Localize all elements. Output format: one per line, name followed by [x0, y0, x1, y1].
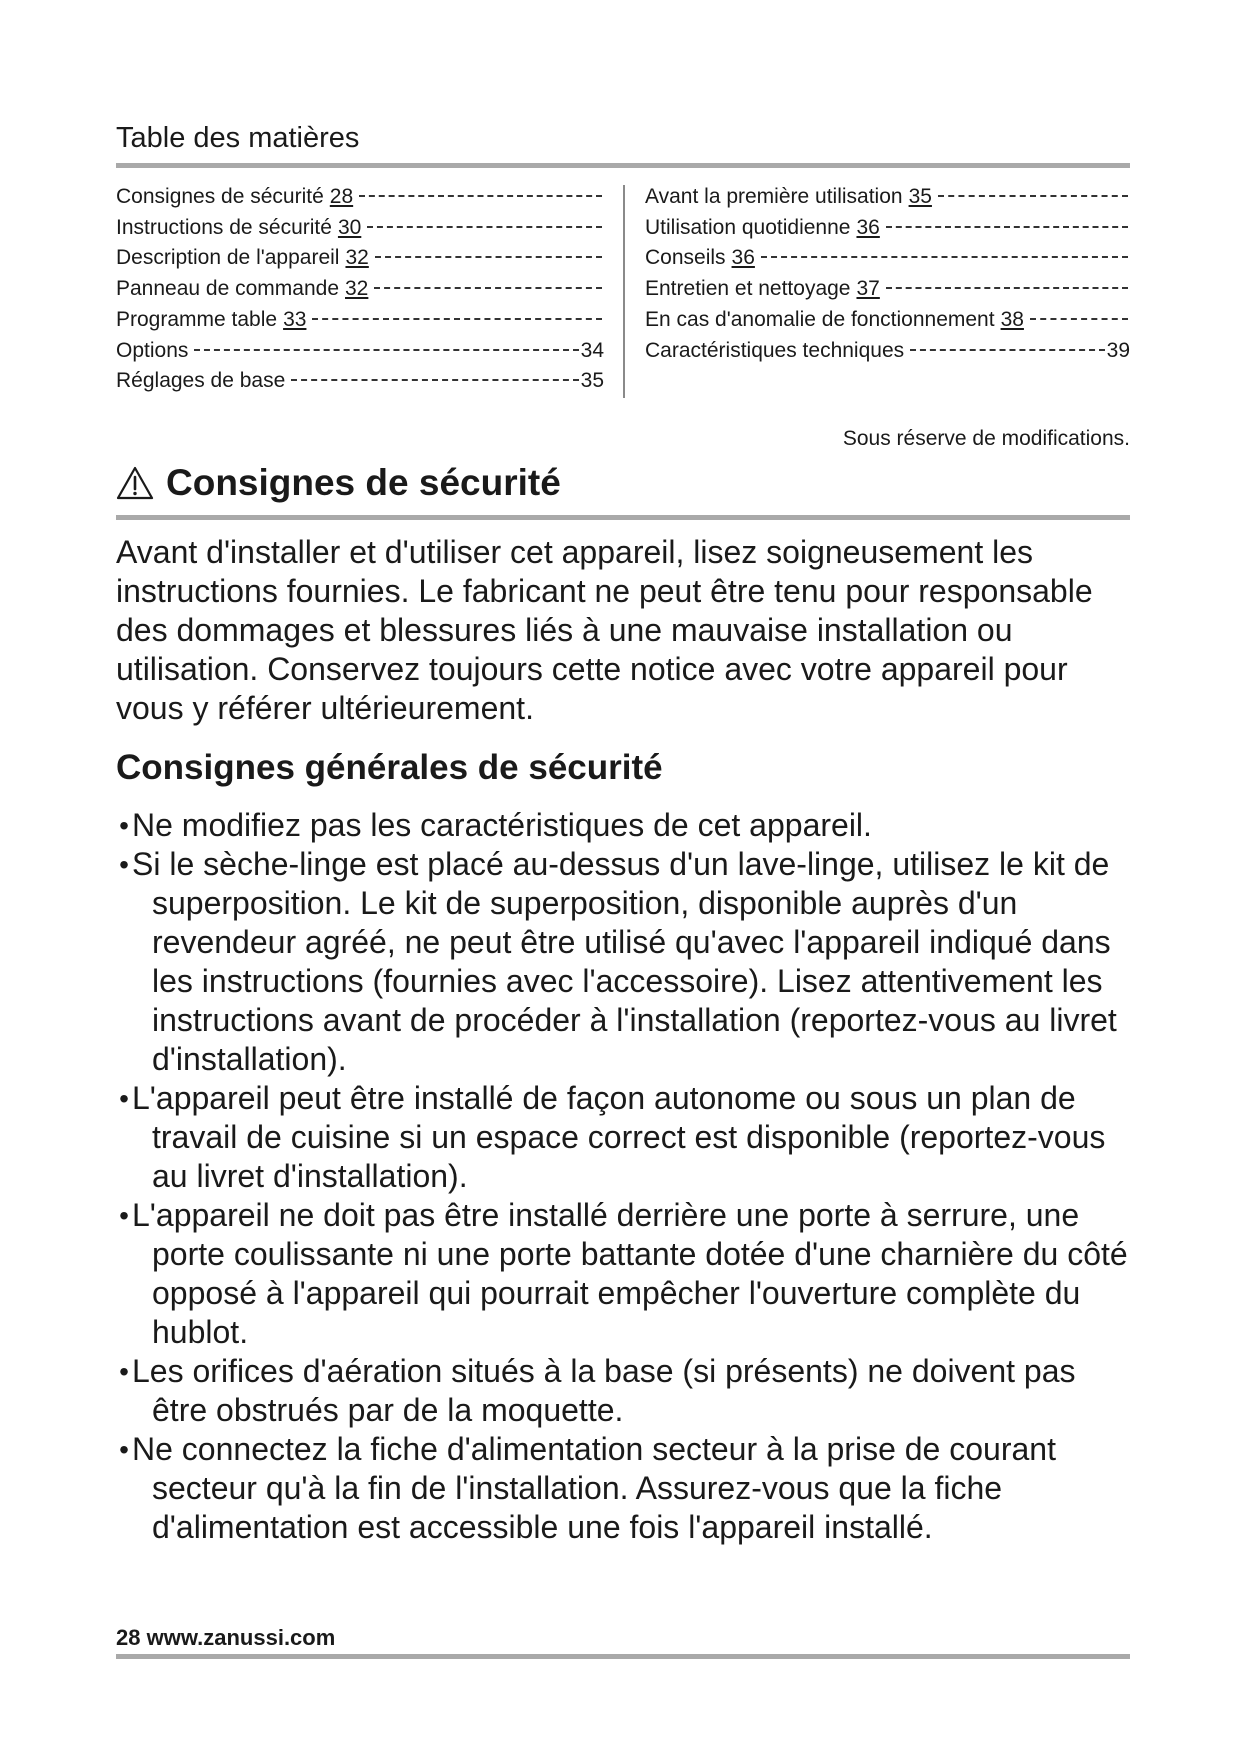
bullet-marker: •: [119, 810, 129, 841]
toc-entry-label: Réglages de base: [116, 369, 286, 393]
bullet-marker: •: [119, 1200, 129, 1231]
toc-leader: [359, 195, 602, 197]
bullet-text: Ne connectez la fiche d'alimentation secteur à la prise de courant secteur qu'à la fin de l'installation. Assurez-vous que la fiche d'alimentation est accessible une fois l'appareil installé.: [132, 1431, 1056, 1545]
toc-entry-label: Utilisation quotidienne: [645, 215, 851, 239]
toc-entry-label: Options: [116, 338, 189, 362]
toc-leader: [938, 195, 1128, 197]
toc-entry-page: 35: [580, 369, 604, 393]
toc-entry: [645, 213, 1130, 244]
toc-column-divider: [623, 185, 625, 398]
footer-website: www.zanussi.com: [146, 1625, 336, 1650]
bullet-text: L'appareil peut être installé de façon autonome ou sous un plan de travail de cuisine si un espace correct est disponible (reportez-vous au livret d'installation).: [132, 1080, 1106, 1194]
safety-bullet-list: [116, 806, 1136, 1547]
toc-entry-page: 36: [731, 246, 755, 270]
toc-entry: [116, 336, 604, 367]
toc-entry-page: 32: [345, 246, 369, 270]
toc-entry: [116, 182, 604, 213]
bullet-text: Ne modifiez pas les caractéristiques de cet appareil.: [132, 807, 872, 843]
toc-entry-label: En cas d'anomalie de fonctionnement: [645, 307, 995, 331]
toc-leader: [312, 318, 602, 320]
toc-entry-page: 39: [1106, 338, 1130, 362]
bullet-text: Les orifices d'aération situés à la base (si présents) ne doivent pas être obstrués par de la moquette.: [132, 1353, 1076, 1428]
toc-leader: [910, 349, 1105, 351]
footer-rule: [116, 1654, 1130, 1659]
list-item: [116, 1430, 1136, 1547]
toc-entry-label: Panneau de commande: [116, 277, 339, 301]
reserve-note: Sous réserve de modifications.: [842, 427, 1130, 450]
subsection-title: Consignes générales de sécurité: [116, 748, 663, 787]
toc-entry: [116, 274, 604, 305]
toc-entry-page: 36: [856, 215, 880, 239]
bullet-text: L'appareil ne doit pas être installé derrière une porte à serrure, une porte coulissante ni une porte battante dotée d'une charnière du côté opposé à l'appareil qui pourrait empêcher l'ouverture complète du hublot.: [132, 1197, 1128, 1350]
toc-entry-label: Description de l'appareil: [116, 246, 340, 270]
bullet-marker: •: [119, 1083, 129, 1114]
toc-entry: [645, 274, 1130, 305]
toc-leader: [1030, 318, 1128, 320]
warning-triangle-icon: [116, 465, 154, 501]
toc-entry-label: Caractéristiques techniques: [645, 338, 905, 362]
toc-left-column: [116, 182, 604, 397]
toc-leader: [291, 379, 578, 381]
toc-leader: [886, 287, 1128, 289]
section-title: Consignes de sécurité: [166, 462, 561, 503]
bullet-text: Si le sèche-linge est placé au-dessus d'un lave-linge, utilisez le kit de superposition. Le kit de superposition, disponible auprès d'un revendeur agréé, ne peut être utilisé qu'avec l'appareil indiqué dans les instructions (fournies avec l'accessoire). Lisez attentivement les instructions avant de procéder à l'installation (reportez-vous au livret d'installation).: [132, 846, 1117, 1077]
toc-title: Table des matières: [116, 122, 360, 154]
section-heading: [116, 462, 561, 504]
toc-entry-page: 33: [283, 307, 307, 331]
toc-entry-label: Instructions de sécurité: [116, 215, 332, 239]
list-item: [116, 1352, 1136, 1430]
toc-entry-label: Programme table: [116, 307, 278, 331]
toc-title-rule: [116, 163, 1130, 168]
footer-page-number: 28: [116, 1625, 141, 1650]
toc-leader: [374, 287, 602, 289]
toc-entry: [116, 366, 604, 397]
toc-entry: [645, 336, 1130, 367]
toc-leader: [886, 226, 1128, 228]
toc-entry-page: 30: [337, 215, 362, 239]
toc-leader: [367, 226, 602, 228]
toc-entry: [645, 243, 1130, 274]
bullet-marker: •: [119, 849, 129, 880]
toc-entry: [645, 305, 1130, 336]
section-rule: [116, 515, 1130, 520]
list-item: [116, 1196, 1136, 1352]
page-footer: [116, 1625, 335, 1651]
toc-leader: [375, 256, 602, 258]
toc-entry-label: Entretien et nettoyage: [645, 277, 851, 301]
toc-entry-label: Avant la première utilisation: [645, 185, 903, 208]
list-item: [116, 845, 1136, 1079]
toc-leader: [194, 349, 578, 351]
toc-entry-label: Consignes de sécurité: [116, 185, 324, 208]
toc-entry: [645, 182, 1130, 213]
toc-leader: [761, 256, 1128, 258]
toc-entry-page: 28: [329, 185, 354, 208]
toc-entry-page: 38: [1000, 307, 1024, 331]
bullet-marker: •: [119, 1434, 129, 1465]
toc-entry: [116, 305, 604, 336]
intro-paragraph: Avant d'installer et d'utiliser cet appareil, lisez soigneusement les instructions fournies. Le fabricant ne peut être tenu pour responsable des dommages et blessures liés à une mauvaise installation ou utilisation. Conservez toujours cette notice avec votre appareil pour vous y référer ultérieurement.: [116, 534, 1093, 726]
toc-entry-page: 37: [856, 277, 880, 301]
toc-entry: [116, 243, 604, 274]
toc-right-column: [645, 182, 1130, 366]
toc-entry-page: 34: [580, 338, 604, 362]
toc-entry: [116, 213, 604, 244]
toc-entry-label: Conseils: [645, 246, 726, 270]
list-item: [116, 806, 1136, 845]
bullet-marker: •: [119, 1356, 129, 1387]
toc-entry-page: 35: [908, 185, 932, 208]
list-item: [116, 1079, 1136, 1196]
toc-entry-page: 32: [345, 277, 369, 301]
